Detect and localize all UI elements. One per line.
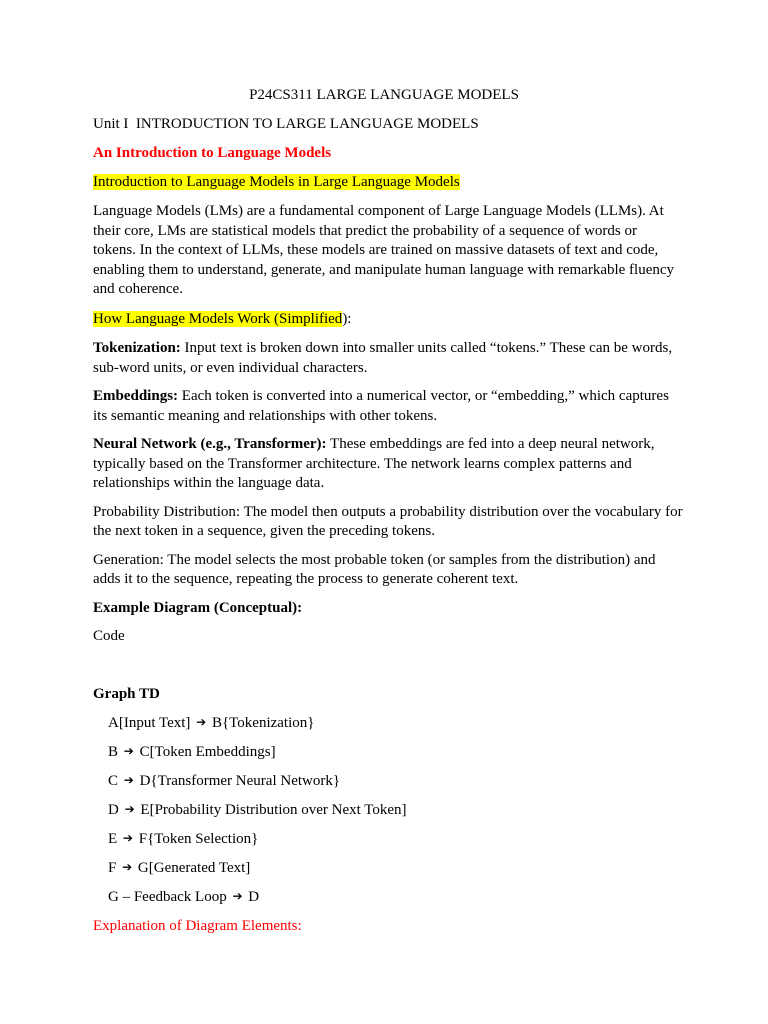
arrow-right-icon: ➔ <box>232 889 243 904</box>
explanation-heading: Explanation of Diagram Elements: <box>93 918 302 935</box>
graph-to: D <box>248 889 260 906</box>
arrow-right-icon: ➔ <box>124 801 135 816</box>
graph-from: G – Feedback Loop <box>108 889 227 906</box>
intro-paragraph: Language Models (LMs) are a fundamental component of Large Language Models (LLMs). At their core, LMs are statistical models that predict the probability of a sequence of words or tokens. In the context of LLMs, these models are trained on massive datasets of text and code, enabling them to understand, generate, and manipulate human language with remarkable fluency and coherence. <box>93 203 675 297</box>
step-term: Tokenization: <box>93 340 181 356</box>
graph-from: F <box>108 860 117 877</box>
arrow-right-icon: ➔ <box>123 743 134 758</box>
arrow-right-icon: ➔ <box>196 714 207 729</box>
step-text: Generation: The model selects the most probable token (or samples from the distribution) and adds it to the sequence, repeating the process to generate coherent text. <box>93 551 656 587</box>
arrow-right-icon: ➔ <box>122 860 133 875</box>
step-text: Each token is converted into a numerical vector, or “embedding,” which captures its semantic meaning and relationships with other tokens. <box>93 388 669 424</box>
graph-to: B{Tokenization} <box>211 714 315 731</box>
graph-from: E <box>108 830 118 847</box>
step-term: Neural Network (e.g., Transformer): <box>93 436 327 452</box>
course-title: P24CS311 LARGE LANGUAGE MODELS <box>249 87 519 103</box>
step-generation <box>93 551 683 590</box>
subsection-heading <box>93 173 683 193</box>
graph-heading: Graph TD <box>93 685 160 702</box>
graph-from: B <box>108 743 119 760</box>
graph-line <box>93 830 683 850</box>
document-page <box>93 86 683 946</box>
graph-to: C[Token Embeddings] <box>139 743 276 760</box>
graph-line <box>93 801 683 821</box>
step-probability-distribution <box>93 503 683 542</box>
graph-to: G[Generated Text] <box>137 860 251 877</box>
section-heading: An Introduction to Language Models <box>93 145 332 161</box>
graph-to: D{Transformer Neural Network} <box>139 772 341 789</box>
arrow-right-icon: ➔ <box>122 830 133 845</box>
how-heading-highlight: How Language Models Work (Simplified <box>93 310 343 327</box>
graph-from: C <box>108 772 119 789</box>
arrow-right-icon: ➔ <box>123 772 134 787</box>
graph-to: E[Probability Distribution over Next Token] <box>140 801 407 818</box>
graph-line <box>93 743 683 763</box>
step-embeddings <box>93 387 683 426</box>
how-heading-suffix: ): <box>342 310 352 327</box>
step-tokenization <box>93 339 683 378</box>
how-heading <box>93 310 683 330</box>
step-term: Embeddings: <box>93 388 179 404</box>
graph-line <box>93 859 683 879</box>
graph-line <box>93 772 683 792</box>
graph-lines <box>93 714 683 908</box>
graph-from: D <box>108 801 119 818</box>
step-text: Probability Distribution: The model then outputs a probability distribution over the vocabulary for the next token in a sequence, given the preceding tokens. <box>93 503 683 539</box>
step-text: These embeddings are fed into a deep neural network, typically based on the Transformer architecture. The network learns complex patterns and relationships within the language data. <box>93 436 655 491</box>
graph-from: A[Input Text] <box>108 714 191 731</box>
graph-line <box>93 714 683 734</box>
example-heading: Example Diagram (Conceptual): <box>93 599 303 616</box>
step-text: Input text is broken down into smaller units called “tokens.” These can be words, sub-word units, or even individual characters. <box>93 340 673 376</box>
graph-line <box>93 888 683 908</box>
code-label: Code <box>93 628 125 644</box>
step-neural-network <box>93 435 683 494</box>
unit-heading: Unit I INTRODUCTION TO LARGE LANGUAGE MODELS <box>93 115 479 132</box>
graph-to: F{Token Selection} <box>138 830 259 847</box>
highlighted-subsection: Introduction to Language Models in Large Language Models <box>93 173 460 190</box>
